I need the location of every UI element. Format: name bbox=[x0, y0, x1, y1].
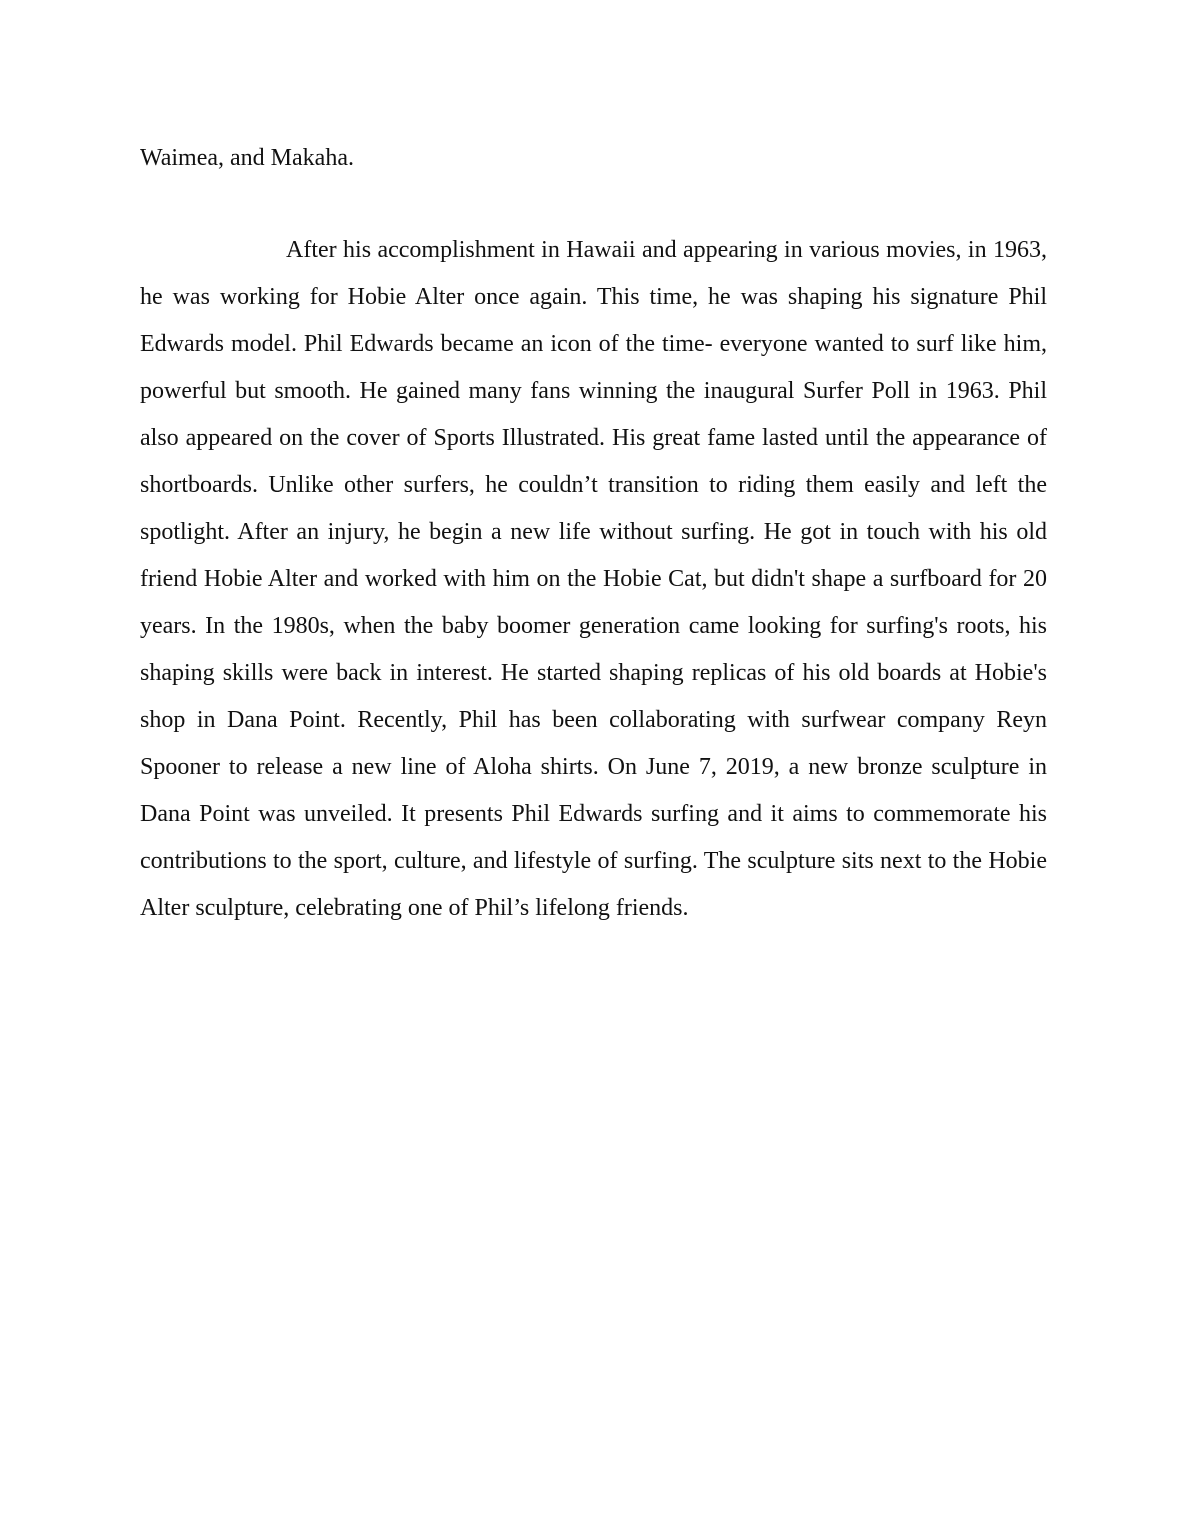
body-paragraph: After his accomplishment in Hawaii and appearing in various movies, in 1963, he was working for Hobie Alter once again. This time, he was shaping his signature Phil Edwards model. Phil Edwards became an icon of the time- everyone wanted to surf like him, powerful but smooth. He gained many fans winning the inaugural Surfer Poll in 1963. Phil also appeared on the cover of Sports Illustrated. His great fame lasted until the appearance of shortboards. Unlike other surfers, he couldn’t transition to riding them easily and left the spotlight. After an injury, he begin a new life without surfing. He got in touch with his old friend Hobie Alter and worked with him on the Hobie Cat, but didn't shape a surfboard for 20 years. In the 1980s, when the baby boomer generation came looking for surfing's roots, his shaping skills were back in interest. He started shaping replicas of his old boards at Hobie's shop in Dana Point. Recently, Phil has been collaborating with surfwear company Reyn Spooner to release a new line of Aloha shirts. On June 7, 2019, a new bronze sculpture in Dana Point was unveiled. It presents Phil Edwards surfing and it aims to commemorate his contributions to the sport, culture, and lifestyle of surfing. The sculpture sits next to the Hobie Alter sculpture, celebrating one of Phil’s lifelong friends. bbox=[140, 237, 1047, 921]
continuation-line: Waimea, and Makaha. bbox=[140, 145, 354, 171]
